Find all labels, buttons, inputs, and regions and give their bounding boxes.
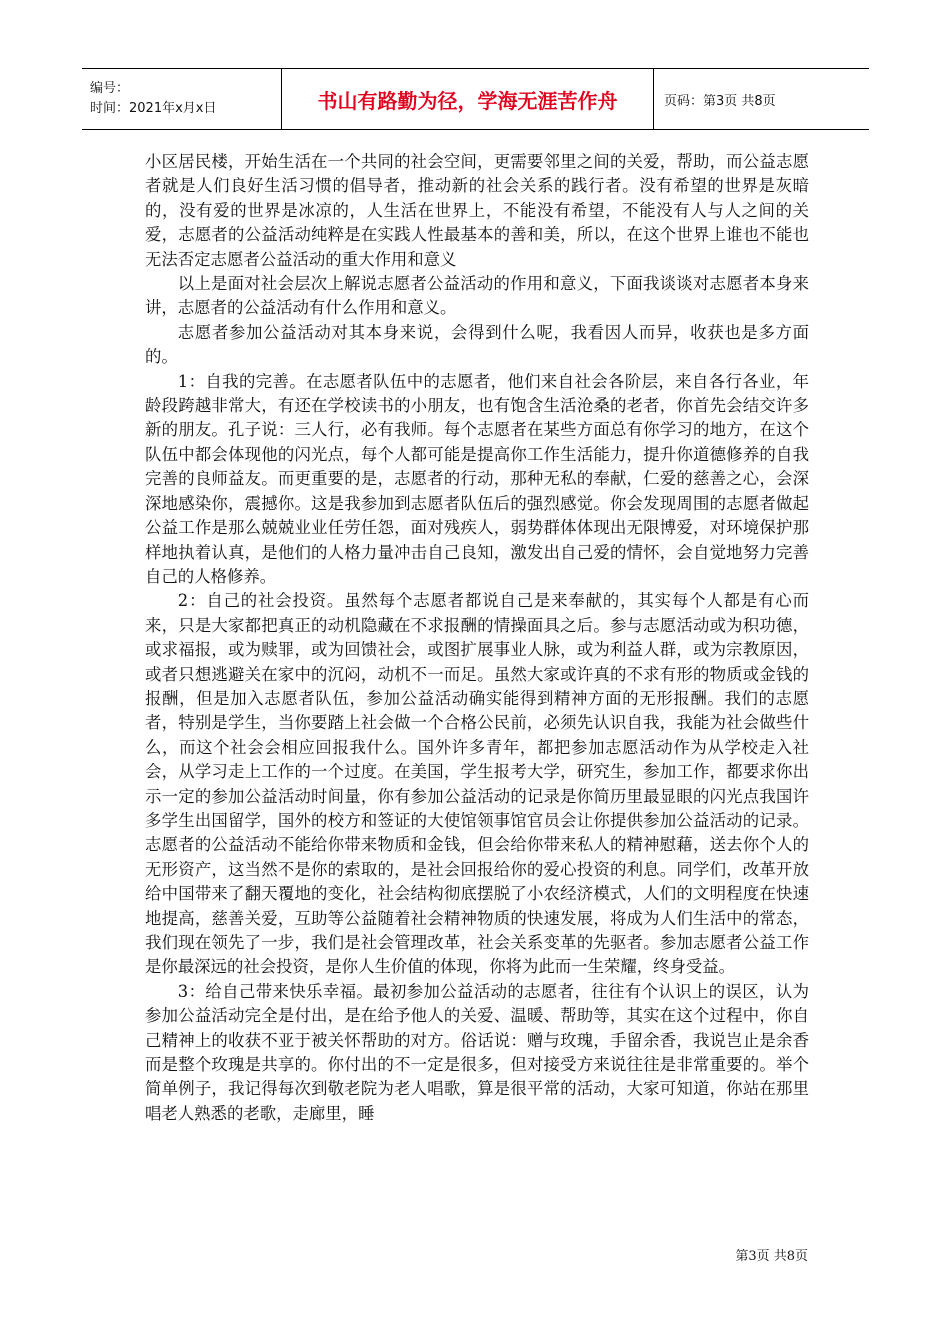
motto-text: 书山有路勤为径，学海无涯苦作舟 xyxy=(317,88,618,113)
paragraph: 2：自己的社会投资。虽然每个志愿者都说自己是来奉献的，其实每个人都是有心而来，只是大家都把真正的动机隐藏在不求报酬的情操面具之后。参与志愿活动或为积功德，或求福报，或为赎罪，或为回馈社会，或图扩展事业人脉，或为利益人群，或为宗教原因，或者只想逃避关在家中的沉闷，动机不一而足。虽然大家或许真的不求有形的物质或金钱的报酬，但是加入志愿者队伍，参加公益活动确实能得到精神方面的无形报酬。我们的志愿者，特别是学生，当你要踏上社会做一个合格公民前，必须先认识自我，我能为社会做些什么，而这个社会会相应回报我什么。国外许多青年，都把参加志愿活动作为从学校走入社会，从学习走上工作的一个过度。在美国，学生报考大学，研究生，参加工作，都要求你出示一定的参加公益活动时间量，你有参加公益活动的记录是你简历里最显眼的闪光点我国许多学生出国留学，国外的校方和签证的大使馆领事馆官员会让你提供参加公益活动的记录。志愿者的公益活动不能给你带来物质和金钱，但会给你带来私人的精神慰藉，送去你个人的无形资产，这当然不是你的索取的，是社会回报给你的爱心投资的利息。同学们，改革开放给中国带来了翻天覆地的变化，社会结构彻底摆脱了小农经济模式，人们的文明程度在快速地提高，慈善关爱，互助等公益随着社会精神物质的快速发展，将成为人们生活中的常态，我们现在领先了一步，我们是社会管理改革，社会关系变革的先驱者。参加志愿者公益工作是你最深远的社会投资，是你人生价值的体现，你将为此而一生荣耀，终身受益。 xyxy=(145,591,809,977)
paragraph: 志愿者参加公益活动对其本身来说，会得到什么呢，我看因人而异，收获也是多方面的。 xyxy=(145,322,809,367)
paragraph: 3：给自己带来快乐幸福。最初参加公益活动的志愿者，往往有个认识上的误区，认为参加公益活动完全是付出，是在给予他人的关爱、温暖、帮助等，其实在这个过程中，你自己精神上的收获不亚于被关怀帮助的对方。俗话说：赠与玫瑰，手留余香，我说岂止是余香而是整个玫瑰是共享的。你付出的不一定是很多，但对接受方来说往往是非常重要的。举个简单例子，我记得每次到敬老院为老人唱歌，算是很平常的活动，大家可知道，你站在那里唱老人熟悉的老歌，走廊里，睡 xyxy=(145,981,809,1123)
page-footer xyxy=(735,1245,808,1264)
header-motto xyxy=(282,69,654,129)
page-number-label: 页码：第3页 共8页 xyxy=(664,93,776,109)
paragraph: 小区居民楼，开始生活在一个共同的社会空间，更需要邻里之间的关爱，帮助，而公益志愿者就是人们良好生活习惯的倡导者，推动新的社会关系的践行者。没有希望的世界是灰暗的，没有爱的世界是冰凉的，人生活在世界上，不能没有希望，不能没有人与人之间的关爱，志愿者的公益活动纯粹是在实践人性最基本的善和美，所以，在这个世界上谁也不能也无法否定志愿者公益活动的重大作用和意义 xyxy=(145,152,809,269)
footer-page-number: 第3页 共8页 xyxy=(735,1249,808,1264)
header-meta xyxy=(82,69,282,129)
doc-number-label: 编号： xyxy=(90,81,130,96)
paragraph: 以上是面对社会层次上解说志愿者公益活动的作用和意义，下面我谈谈对志愿者本身来讲，志愿者的公益活动有什么作用和意义。 xyxy=(145,274,809,318)
paragraph: 1：自我的完善。在志愿者队伍中的志愿者，他们来自社会各阶层，来自各行各业，年龄段跨越非常大，有还在学校读书的小朋友，也有饱含生活沧桑的老者，你首先会结交许多新的朋友。孔子说：三人行，必有我师。每个志愿者在某些方面总有你学习的地方，在这个队伍中都会体现他的闪光点，每个人都可能是提高你工作生活能力，提升你道德修养的自我完善的良师益友。而更重要的是，志愿者的行动，那种无私的奉献，仁爱的慈善之心，会深深地感染你，震撼你。这是我参加到志愿者队伍后的强烈感觉。你会发现周围的志愿者做起公益工作是那么兢兢业业任劳任怨，面对残疾人，弱势群体体现出无限博爱，对环境保护那样地执着认真，是他们的人格力量冲击自己良知，激发出自己爱的情怀，会自觉地努力完善自己的人格修养。 xyxy=(145,371,809,586)
document-body xyxy=(145,150,809,1126)
time-label: 时间：2021年x月x日 xyxy=(90,101,217,116)
header-page-number xyxy=(654,69,869,129)
page-header xyxy=(82,68,869,130)
